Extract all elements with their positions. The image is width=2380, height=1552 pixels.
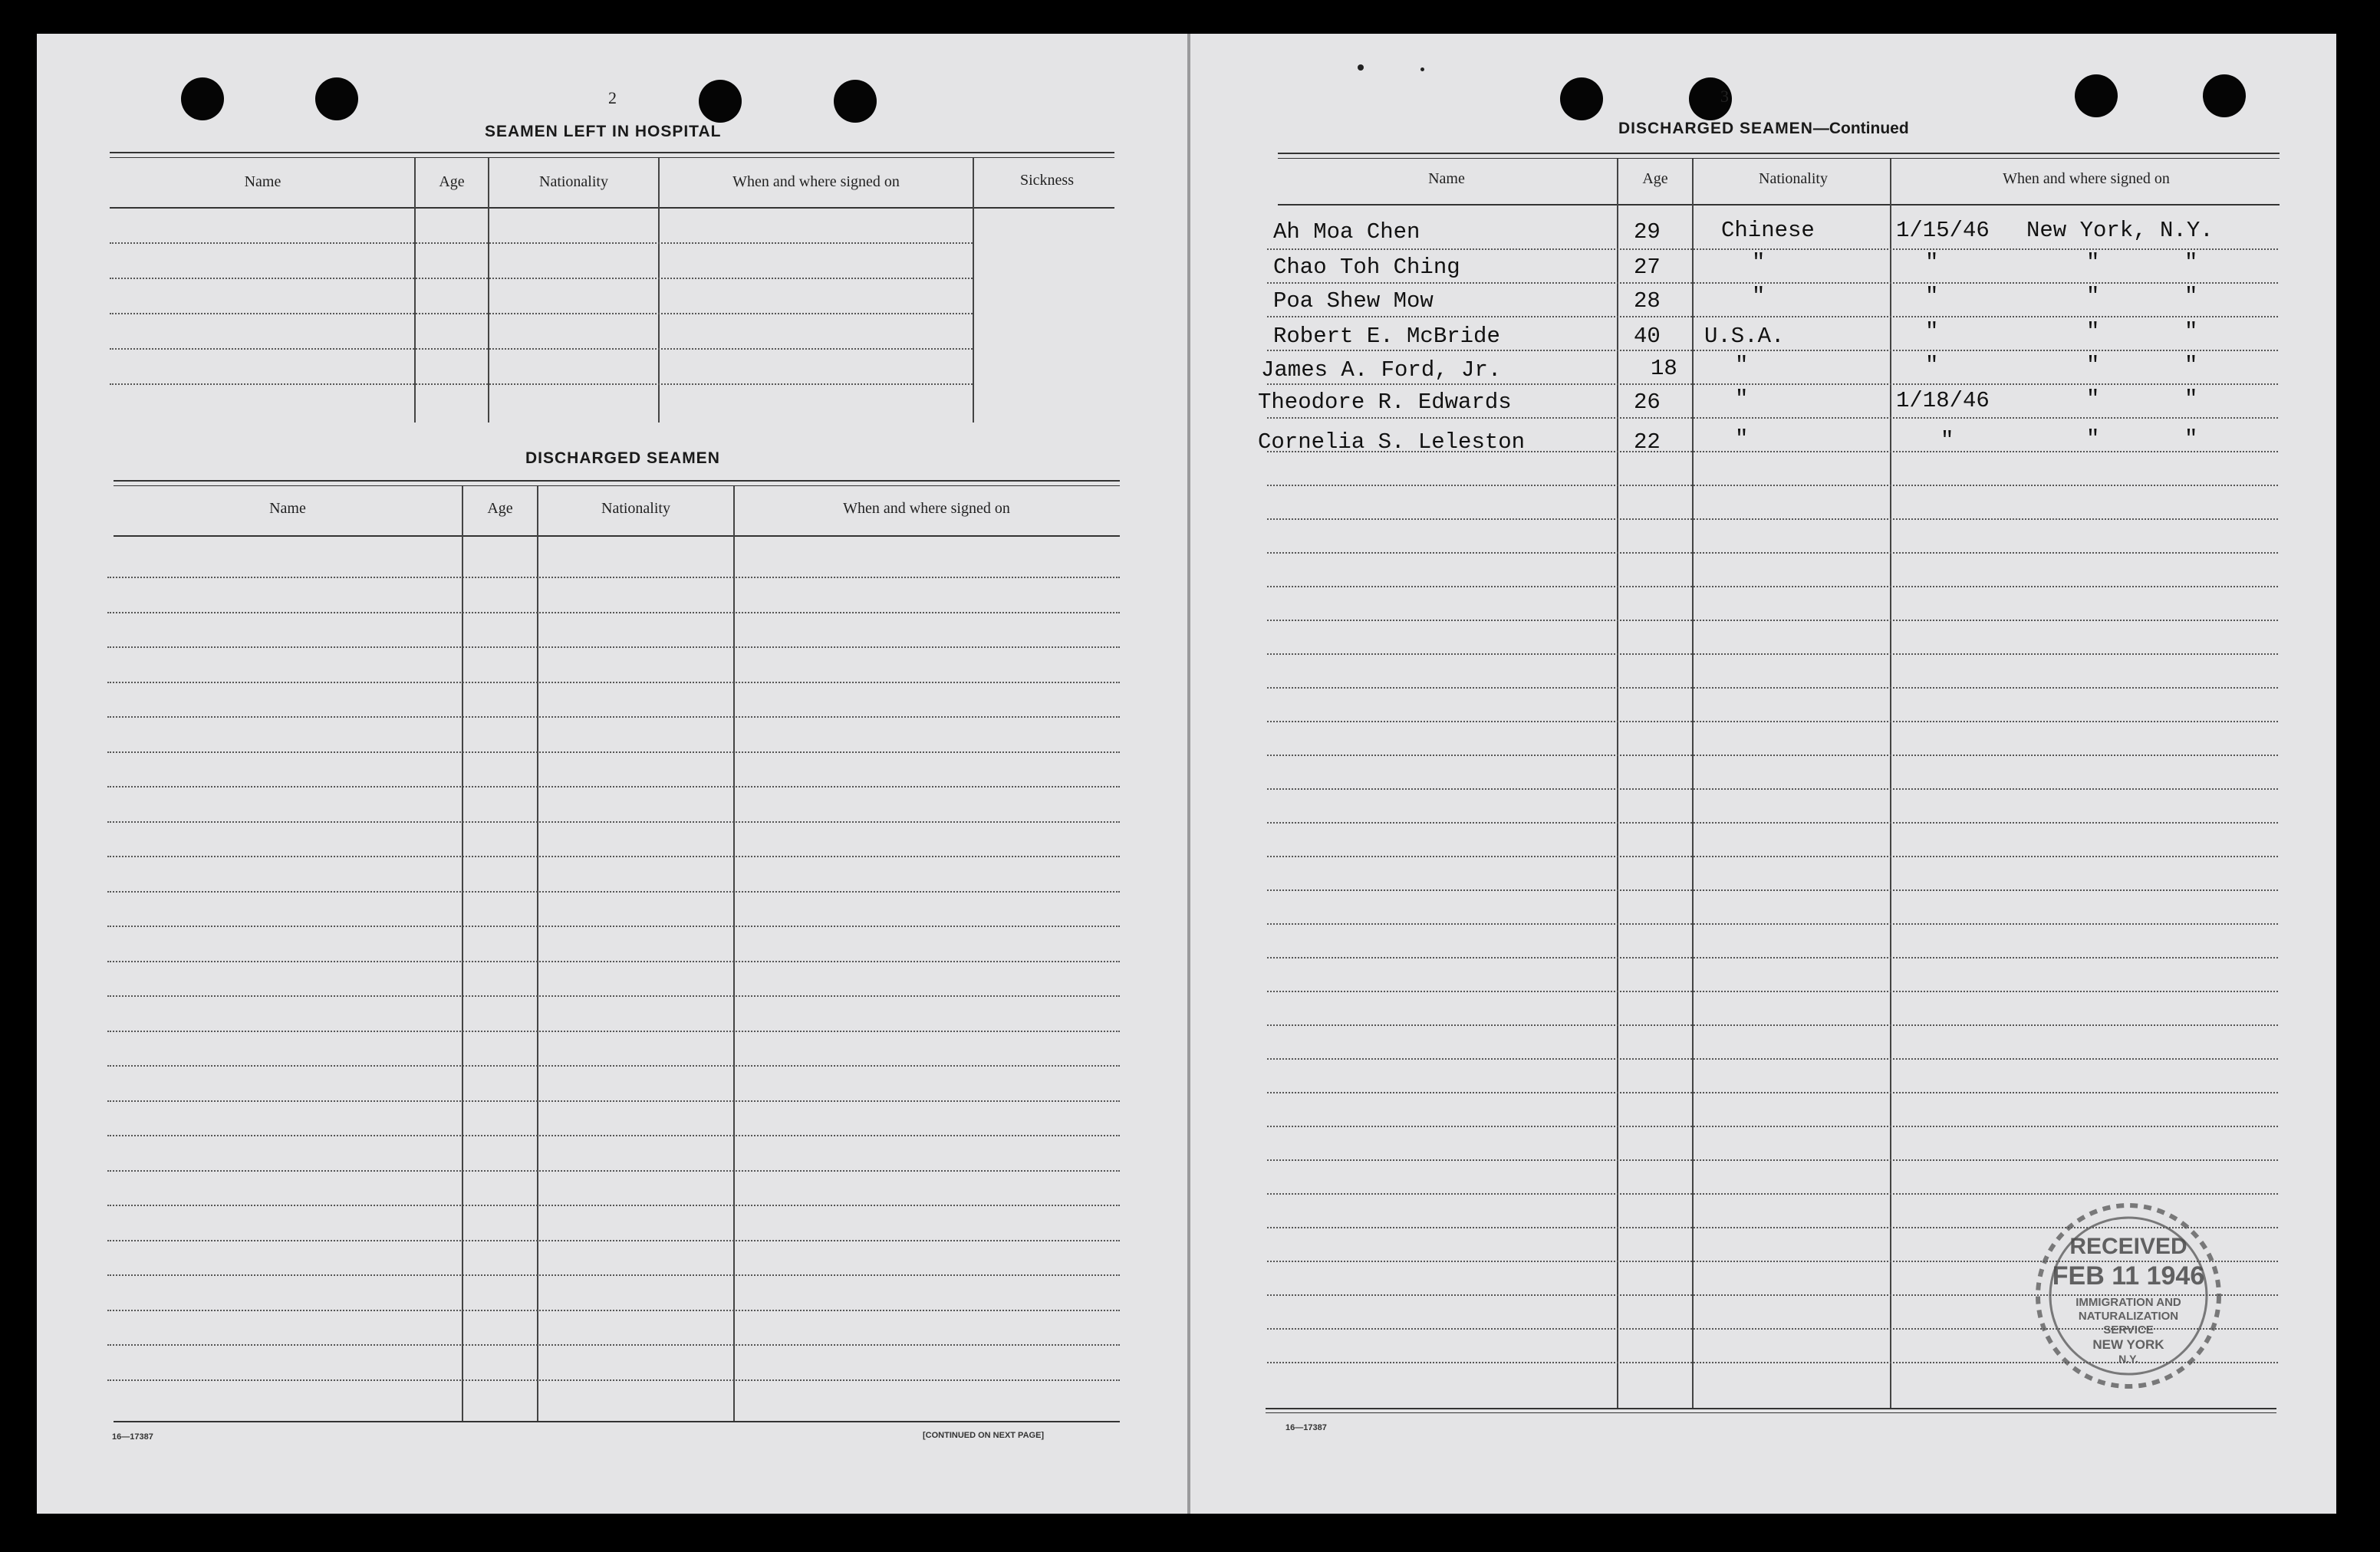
binding-hole: [315, 77, 358, 120]
ruled-line: [107, 926, 1120, 927]
table-top-rule: [114, 480, 1120, 482]
signed-on-place: ": [2086, 426, 2100, 452]
column-divider: [462, 486, 463, 1422]
ruled-line: [1267, 1159, 2278, 1161]
ruled-line: [107, 612, 1120, 613]
ruled-line: [1267, 889, 2278, 891]
column-header-signed-on: When and where signed on: [843, 500, 1010, 517]
page-number: 3: [1720, 87, 1729, 106]
stamp-agency-text: NATURALIZATION: [2078, 1310, 2179, 1323]
ruled-line: [1267, 316, 2278, 317]
signed-on-date: 1/18/46: [1896, 388, 1990, 413]
seaman-age: 22: [1634, 429, 1661, 455]
binding-hole: [699, 80, 742, 123]
ruled-line: [1267, 282, 2278, 284]
table-bottom-rule: [1266, 1408, 2276, 1409]
column-header-name: Name: [244, 173, 281, 190]
ruled-line: [110, 383, 973, 385]
page-fold: [1187, 34, 1190, 1514]
ruled-line: [107, 1205, 1120, 1206]
ruled-line: [107, 1135, 1120, 1136]
seaman-age: 18: [1651, 356, 1677, 381]
signed-on-ditto: ": [2184, 386, 2198, 412]
ruled-line: [107, 577, 1120, 578]
header-bottom-rule: [1278, 204, 2280, 206]
column-header-nationality: Nationality: [539, 173, 608, 190]
signed-on-date: ": [1925, 284, 1939, 309]
ruled-line: [1267, 552, 2278, 554]
column-divider: [1890, 159, 1891, 1409]
ruled-line: [107, 682, 1120, 683]
ruled-line: [1267, 485, 2278, 486]
ruled-line: [1267, 856, 2278, 857]
ruled-line: [1267, 721, 2278, 722]
ruled-line: [107, 821, 1120, 823]
ruled-line: [1267, 1024, 2278, 1026]
ruled-line: [107, 995, 1120, 997]
table-top-rule: [1278, 153, 2280, 154]
ruled-line: [1267, 653, 2278, 655]
stamp-date-text: FEB 11 1946: [2052, 1261, 2205, 1291]
table-bottom-rule: [1266, 1412, 2276, 1413]
signed-on-place: ": [2086, 250, 2100, 275]
column-header-name: Name: [269, 500, 306, 517]
ruled-line: [1267, 1126, 2278, 1127]
form-number: 16—17387: [1285, 1423, 1327, 1432]
ruled-line: [1267, 518, 2278, 520]
ruled-line: [110, 313, 973, 314]
binding-hole: [1560, 77, 1603, 120]
signed-on-ditto: ": [2184, 284, 2198, 309]
signed-on-date: ": [1925, 353, 1939, 378]
column-divider: [733, 486, 735, 1422]
column-header-signed-on: When and where signed on: [2003, 170, 2170, 187]
seaman-name: Chao Toh Ching: [1273, 255, 1460, 280]
ink-speck: [1420, 67, 1424, 71]
form-number: 16—17387: [112, 1432, 153, 1442]
signed-on-place: ": [2086, 386, 2100, 412]
binding-hole: [834, 80, 877, 123]
ruled-line: [1267, 383, 2278, 385]
stamp-state-text: N.Y.: [2118, 1353, 2138, 1365]
ruled-line: [107, 751, 1120, 753]
seaman-nationality: ": [1752, 284, 1766, 309]
seaman-name: Poa Shew Mow: [1273, 288, 1434, 314]
left-page: [37, 34, 1187, 1514]
ruled-line: [107, 891, 1120, 893]
seaman-name: James A. Ford, Jr.: [1261, 357, 1502, 383]
stamp-city-text: NEW YORK: [2092, 1337, 2164, 1352]
ruled-line: [110, 242, 973, 244]
ruled-line: [107, 1170, 1120, 1172]
ruled-line: [107, 646, 1120, 648]
ruled-line: [1267, 755, 2278, 756]
ruled-line: [107, 1240, 1120, 1241]
seaman-name: Ah Moa Chen: [1273, 219, 1420, 245]
column-divider: [1617, 159, 1618, 1409]
stamp-received-text: RECEIVED: [2069, 1234, 2187, 1259]
signed-on-ditto: ": [2184, 319, 2198, 344]
signed-on-place: ": [2086, 353, 2100, 378]
signed-on-ditto: ": [2184, 353, 2198, 378]
seaman-age: 27: [1634, 255, 1661, 280]
page-number: 2: [608, 88, 617, 107]
signed-on-date: ": [1941, 428, 1954, 453]
ruled-line: [1267, 1092, 2278, 1093]
seaman-age: 28: [1634, 288, 1661, 314]
ruled-line: [1267, 620, 2278, 621]
signed-on-date: 1/15/46: [1896, 218, 1990, 243]
stamp-service-text: SERVICE: [2103, 1323, 2154, 1337]
received-stamp: [2013, 1192, 2243, 1399]
column-header-nationality: Nationality: [1759, 170, 1828, 187]
seaman-nationality: ": [1735, 353, 1749, 378]
ruled-line: [107, 716, 1120, 718]
ruled-line: [107, 961, 1120, 962]
seaman-name: Robert E. McBride: [1273, 324, 1500, 349]
ruled-line: [110, 278, 973, 279]
table-top-rule: [110, 152, 1114, 153]
ruled-line: [1267, 957, 2278, 958]
binding-hole: [181, 77, 224, 120]
header-bottom-rule: [110, 207, 1114, 209]
ruled-line: [1267, 923, 2278, 925]
binding-hole: [2203, 74, 2246, 117]
column-header-nationality: Nationality: [601, 500, 670, 517]
signed-on-place: New York, N.Y.: [2026, 218, 2214, 243]
ruled-line: [1267, 991, 2278, 992]
ruled-line: [1267, 350, 2278, 351]
column-header-age: Age: [487, 500, 513, 517]
title-text: DISCHARGED SEAMEN: [1618, 120, 1813, 137]
ruled-line: [1267, 822, 2278, 824]
ruled-line: [107, 1065, 1120, 1067]
ruled-line: [107, 1379, 1120, 1381]
table-bottom-rule: [114, 1421, 1120, 1422]
signed-on-date: ": [1925, 250, 1939, 275]
column-divider: [1692, 159, 1694, 1409]
ruled-line: [107, 1344, 1120, 1346]
ruled-line: [107, 786, 1120, 788]
column-header-name: Name: [1428, 170, 1465, 187]
ruled-line: [107, 1310, 1120, 1311]
ruled-line: [107, 1274, 1120, 1276]
ink-speck: [1358, 64, 1364, 71]
seaman-nationality: ": [1752, 250, 1766, 275]
ruled-line: [1267, 788, 2278, 790]
signed-on-place: ": [2086, 319, 2100, 344]
seaman-nationality: Chinese: [1721, 218, 1815, 243]
seaman-name: Cornelia S. Leleston: [1258, 429, 1526, 455]
seaman-nationality: ": [1735, 386, 1749, 412]
column-header-sickness: Sickness: [1020, 172, 1074, 189]
seaman-name: Theodore R. Edwards: [1258, 390, 1512, 415]
continued-note: [CONTINUED ON NEXT PAGE]: [923, 1431, 1045, 1440]
column-header-age: Age: [439, 173, 465, 190]
signed-on-place: ": [2086, 284, 2100, 309]
ruled-line: [1267, 248, 2278, 250]
title-suffix: —Continued: [1812, 120, 1909, 137]
ruled-line: [110, 348, 973, 350]
signed-on-ditto: ": [2184, 250, 2198, 275]
section-title-discharged: DISCHARGED SEAMEN: [525, 449, 720, 467]
column-header-age: Age: [1642, 170, 1668, 187]
ruled-line: [1267, 1058, 2278, 1060]
seaman-nationality: ": [1735, 426, 1749, 452]
table-top-rule: [114, 485, 1120, 486]
column-header-signed-on: When and where signed on: [732, 173, 900, 190]
ruled-line: [1267, 687, 2278, 689]
column-divider: [537, 486, 538, 1422]
seaman-age: 40: [1634, 324, 1661, 349]
section-title-hospital: SEAMEN LEFT IN HOSPITAL: [485, 123, 722, 140]
binding-hole: [2075, 74, 2118, 117]
stamp-agency-text: IMMIGRATION AND: [2076, 1296, 2181, 1309]
header-bottom-rule: [114, 535, 1120, 537]
ruled-line: [1267, 417, 2278, 419]
column-divider: [973, 158, 974, 423]
signed-on-ditto: ": [2184, 426, 2198, 452]
ruled-line: [1267, 586, 2278, 587]
table-top-rule: [1278, 158, 2280, 159]
ruled-line: [107, 1031, 1120, 1032]
seaman-age: 29: [1634, 219, 1661, 245]
seaman-age: 26: [1634, 390, 1661, 415]
seaman-nationality: U.S.A.: [1704, 324, 1785, 349]
signed-on-date: ": [1925, 319, 1939, 344]
ruled-line: [107, 856, 1120, 857]
ruled-line: [107, 1100, 1120, 1102]
table-top-rule: [110, 157, 1114, 158]
section-title-discharged-continued: [1618, 120, 1909, 138]
